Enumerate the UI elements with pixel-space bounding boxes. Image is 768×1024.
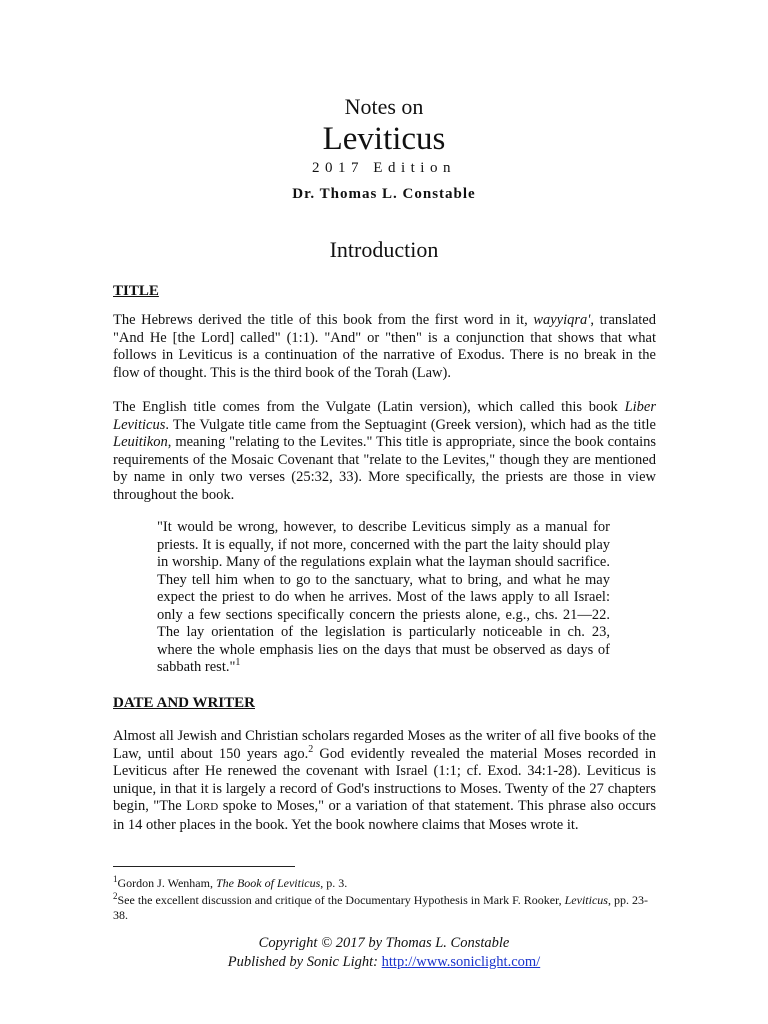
title-paragraph-2 bbox=[113, 399, 656, 504]
text-run: The English title comes from the Vulgate (Latin version), which called this book bbox=[113, 399, 625, 415]
publisher-line bbox=[0, 953, 768, 971]
small-caps-text: ORD bbox=[195, 801, 219, 813]
date-paragraph-1 bbox=[113, 728, 656, 834]
italic-term: Leviticus bbox=[564, 893, 608, 907]
book-title: Leviticus bbox=[322, 121, 446, 157]
footnote-mark: 1 bbox=[113, 874, 118, 884]
publisher-label: Published by Sonic Light: bbox=[227, 954, 382, 970]
text-run: spoke to Moses," or a variation of that statement. This phrase also occurs in 14 other places in the book. Yet the book nowhere claims that Moses wrote it. bbox=[113, 798, 656, 833]
text-run: The Hebrews derived the title of this book from the first word in it, bbox=[113, 312, 534, 328]
text-run: Gordon J. Wenham, bbox=[117, 876, 216, 890]
footnote-ref[interactable]: 2 bbox=[308, 743, 314, 755]
title-paragraph-1 bbox=[113, 312, 656, 382]
title-heading: TITLE bbox=[113, 283, 159, 299]
footnote-divider bbox=[113, 866, 295, 867]
text-run: God evidently revealed the material Moses recorded in Leviticus after He renewed the covenant with Israel (1:1; cf. Exod. 34:1-28). Leviticus is unique, in that it is largely a record of God's instructions to Moses. Twenty of the 27 chapters begin, "The L bbox=[113, 745, 657, 814]
footnote-2 bbox=[113, 893, 656, 923]
footnote-ref[interactable]: 1 bbox=[235, 657, 241, 669]
quote-text: "It would be wrong, however, to describe Leviticus simply as a manual for priests. It is equally, if not more, concerned with the part the laity should play in worship. Many of the regulations explain what the layman should sacrifice. They tell him when to go to the sanctuary, what to bring, and what he may expect the priest to do when he arrives. Most of the laws apply to all Israel: only a few sections specifically concern the priests alone, e.g., chs. 21—22. The lay orientation of the legislation is particularly noticeable in ch. 23, where the whole emphasis lies on the days that must be observed as days of sabbath rest." bbox=[157, 519, 610, 675]
italic-term: The Book of Leviticus bbox=[215, 876, 321, 890]
italic-term: wayyiqra' bbox=[533, 312, 591, 328]
website-link[interactable]: http://www.soniclight.com/ bbox=[381, 954, 541, 970]
block-quote bbox=[157, 519, 610, 677]
text-run: , meaning "relating to the Levites." This title is appropriate, since the book contains requirements of the Mosaic Covenant that "relate to the Levites," though they are mentioned by name in only two verses (25:32, 33). More specifically, the priests are those in view throughout the book. bbox=[113, 434, 656, 503]
text-run: , p. 3. bbox=[320, 876, 348, 890]
text-run: Almost all Jewish and Christian scholars regarded Moses as the writer of all five books of the Law, until about 150 years ago. bbox=[113, 728, 656, 762]
author-name: Dr. Thomas L. Constable bbox=[292, 186, 476, 202]
footnote-mark: 2 bbox=[113, 891, 118, 901]
date-writer-heading: DATE AND WRITER bbox=[113, 695, 255, 711]
italic-term: Liber Leviticus bbox=[113, 399, 656, 433]
italic-term: Leuitikon bbox=[113, 434, 168, 450]
edition-label: 2017 Edition bbox=[312, 160, 456, 176]
section-title: Introduction bbox=[329, 237, 439, 262]
text-run: . The Vulgate title came from the Septuagint (Greek version), which had as the title bbox=[165, 416, 656, 433]
footnote-1 bbox=[113, 876, 656, 891]
text-run: , translated "And He [the Lord] called" (1:1). "And" or "then" is a conjunction that shows that what follows in Leviticus is a continuation of the narrative of Exodus. There is no break in the flow of thought. This is the third book of the Torah (Law). bbox=[113, 312, 656, 381]
copyright-line: Copyright © 2017 by Thomas L. Constable bbox=[258, 935, 510, 951]
text-run: See the excellent discussion and critique of the Documentary Hypothesis in Mark F. Rooker, bbox=[117, 893, 565, 907]
notes-on-label: Notes on bbox=[344, 94, 424, 119]
text-run: , pp. 23-38. bbox=[113, 893, 648, 922]
